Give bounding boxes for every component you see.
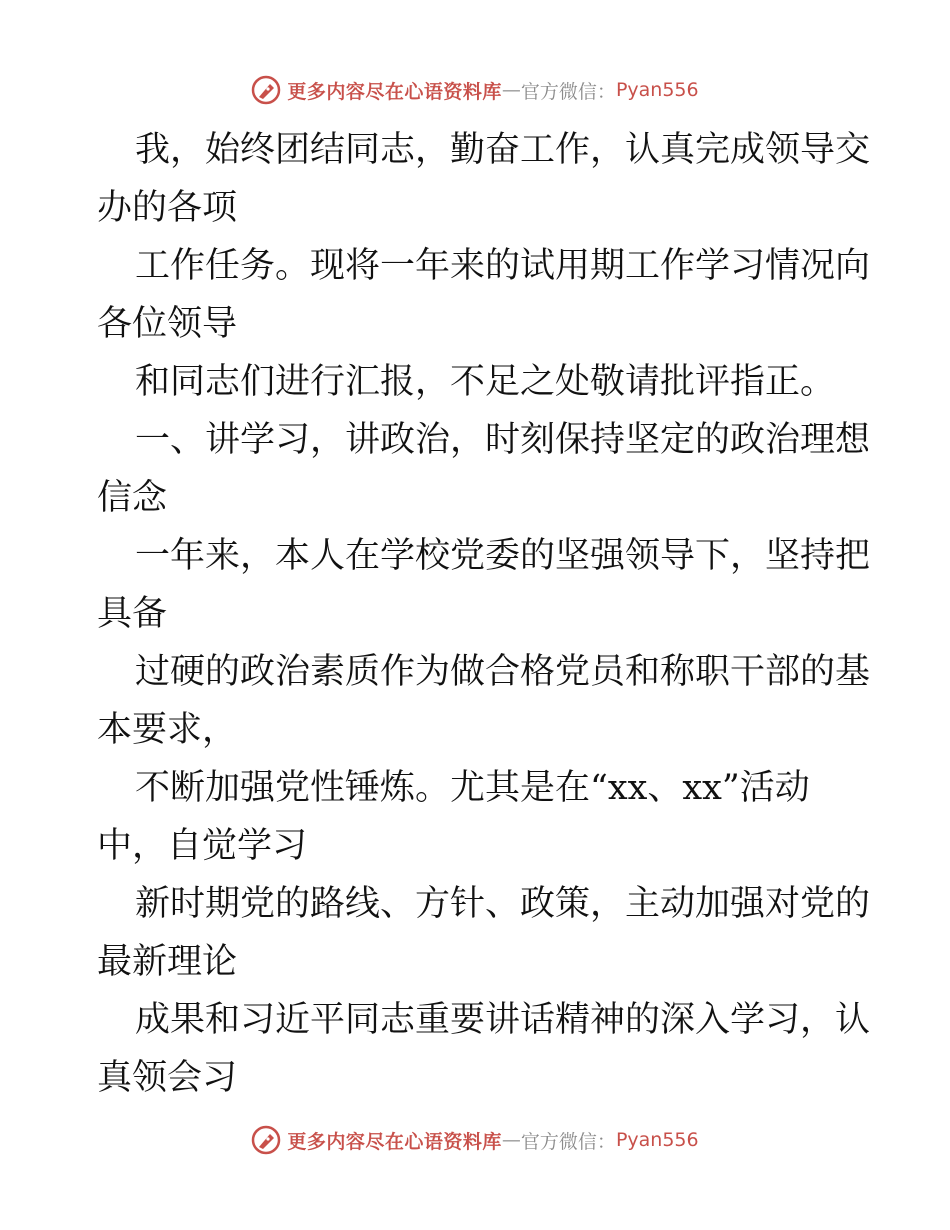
banner-main-text: 更多内容尽在心语资料库	[287, 1130, 502, 1153]
footer-banner	[0, 1120, 950, 1160]
body-line: 新时期党的路线、方针、政策，主动加强对党的	[135, 884, 871, 924]
pen-nib-logo-icon	[251, 75, 281, 105]
banner-wechat-id: Pyan556	[615, 79, 699, 101]
body-line: 我，始终团结同志，勤奋工作，认真完成领导交	[135, 130, 871, 170]
banner-main-text: 更多内容尽在心语资料库	[287, 80, 502, 103]
body-line: 一年来，本人在学校党委的坚强领导下，坚持把	[135, 536, 871, 576]
body-line: 不断加强党性锤炼。尤其是在“xx、xx”活动	[135, 768, 810, 808]
body-line: 办的各项	[97, 188, 238, 228]
body-line: 各位领导	[97, 304, 238, 344]
body-line: 最新理论	[97, 942, 238, 982]
body-line: 和同志们进行汇报，不足之处敬请批评指正。	[135, 362, 836, 402]
pen-nib-logo-icon	[251, 1125, 281, 1155]
body-line: 成果和习近平同志重要讲话精神的深入学习，认	[135, 1000, 871, 1040]
banner-wechat-id: Pyan556	[615, 1129, 699, 1151]
body-line: 本要求，	[97, 710, 238, 750]
banner-wechat-label: 官方微信：	[520, 1130, 616, 1153]
body-line: 工作任务。现将一年来的试用期工作学习情况向	[135, 246, 871, 286]
header-banner	[0, 70, 950, 110]
body-line: 信念	[97, 478, 168, 518]
banner-wechat-label: 官方微信：	[520, 80, 616, 103]
body-line: 具备	[97, 594, 168, 634]
body-line: 真领会习	[97, 1058, 238, 1098]
banner-separator: —	[501, 1129, 521, 1151]
banner-separator: —	[501, 79, 521, 101]
body-line: 一、讲学习，讲政治，时刻保持坚定的政治理想	[135, 420, 871, 460]
body-line: 中，自觉学习	[97, 826, 308, 866]
body-line: 过硬的政治素质作为做合格党员和称职干部的基	[135, 652, 871, 692]
body-text	[97, 121, 871, 1107]
